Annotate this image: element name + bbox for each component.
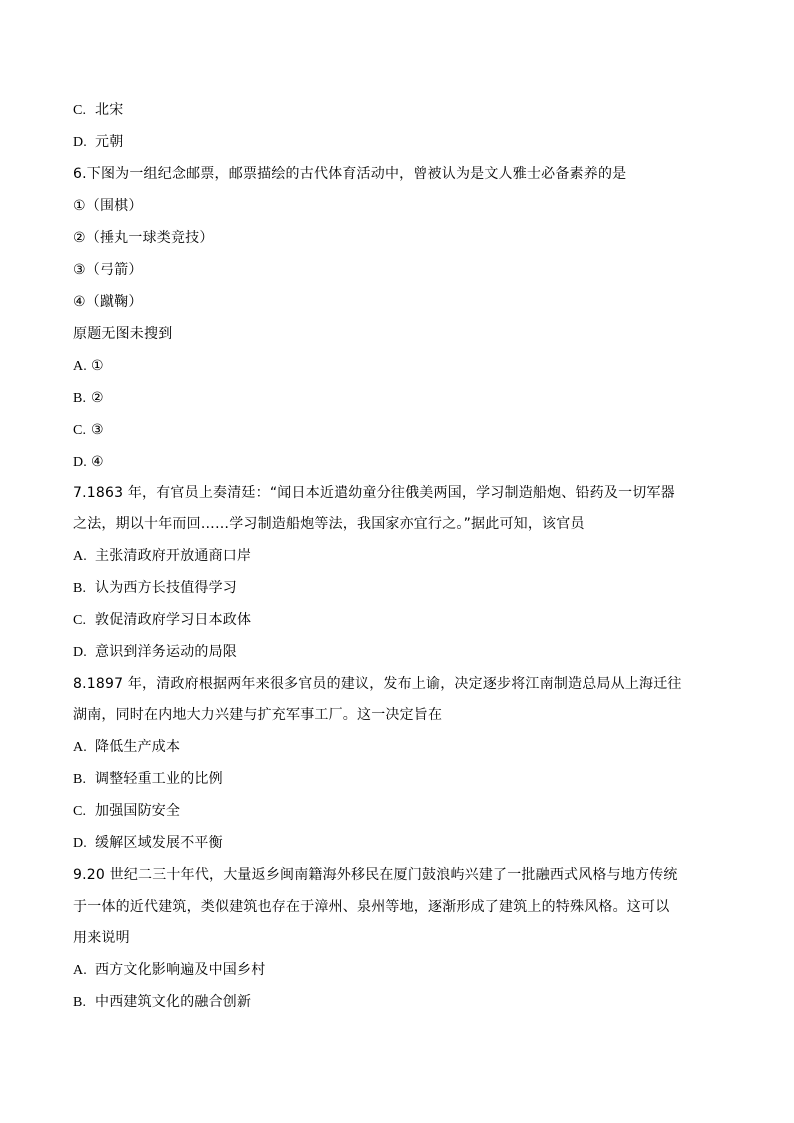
option-text: 西方文化影响遍及中国乡村 (95, 962, 266, 978)
q8-option-a (73, 737, 723, 758)
option-text: ④ (91, 454, 104, 470)
option-letter: A. (73, 963, 88, 978)
option-letter: C. (73, 804, 87, 819)
q8-stem-line-1: 8.1897 年，清政府根据两年来很多官员的建议，发布上谕，决定逐步将江南制造总局从上海迁往 (73, 676, 682, 692)
q6-option-a (73, 356, 723, 377)
option-text: 降低生产成本 (95, 739, 181, 755)
q6-item-1: ①（围棋） (73, 198, 143, 214)
option-letter: A. (73, 740, 88, 755)
q6-option-c (73, 420, 723, 441)
q8-stem-line-2: 湖南，同时在内地大力兴建与扩充军事工厂。这一决定旨在 (73, 707, 443, 723)
q7-stem-line-1: 7.1863 年，有官员上奏清廷：“闻日本近遣幼童分往俄美两国，学习制造船炮、铅药及一切军器 (73, 485, 675, 501)
option-letter: D. (73, 836, 88, 851)
option-text: ③ (91, 422, 104, 438)
option-text: 认为西方长技值得学习 (95, 580, 237, 596)
option-text: ② (91, 390, 104, 406)
option-letter: B. (73, 995, 87, 1010)
option-letter: B. (73, 391, 87, 406)
option-text: 调整轻重工业的比例 (95, 771, 223, 787)
option-text: 北宋 (95, 102, 124, 118)
option-text: 中西建筑文化的融合创新 (95, 994, 252, 1010)
option-letter: D. (73, 455, 88, 470)
option-text: 缓解区域发展不平衡 (95, 835, 223, 851)
q7-option-c (73, 610, 723, 631)
option-text: ① (91, 358, 104, 374)
q7-option-a (73, 546, 723, 567)
option-letter: C. (73, 103, 87, 118)
option-text: 敦促清政府学习日本政体 (95, 612, 252, 628)
q5-option-d (73, 132, 723, 153)
q7-option-b (73, 578, 723, 599)
option-text: 加强国防安全 (95, 803, 181, 819)
option-letter: D. (73, 645, 88, 660)
option-letter: A. (73, 549, 88, 564)
q6-item-4: ④（蹴鞠） (73, 294, 143, 310)
q6-note: 原题无图未搜到 (73, 326, 173, 342)
q8-option-d (73, 833, 723, 854)
q7-option-d (73, 642, 723, 663)
option-text: 意识到洋务运动的局限 (95, 644, 237, 660)
q6-option-d (73, 452, 723, 473)
option-letter: B. (73, 772, 87, 787)
q9-stem-line-2: 于一体的近代建筑，类似建筑也存在于漳州、泉州等地，逐渐形成了建筑上的特殊风格。这可以 (73, 899, 670, 915)
option-letter: C. (73, 423, 87, 438)
q6-option-b (73, 388, 723, 409)
option-letter: B. (73, 581, 87, 596)
q8-option-c (73, 801, 723, 822)
option-letter: C. (73, 613, 87, 628)
q5-option-c (73, 100, 723, 121)
q9-stem-line-3: 用来说明 (73, 930, 130, 946)
option-text: 主张清政府开放通商口岸 (95, 548, 252, 564)
q9-stem-line-1: 9.20 世纪二三十年代，大量返乡闽南籍海外移民在厦门鼓浪屿兴建了一批融西式风格与地方传统 (73, 867, 678, 883)
q9-option-a (73, 960, 723, 981)
option-letter: A. (73, 359, 88, 374)
q6-stem: 6.下图为一组纪念邮票，邮票描绘的古代体育活动中，曾被认为是文人雅士必备素养的是 (73, 166, 627, 182)
option-text: 元朝 (95, 134, 124, 150)
q8-option-b (73, 769, 723, 790)
q6-item-3: ③（弓箭） (73, 262, 143, 278)
option-letter: D. (73, 135, 88, 150)
q7-stem-line-2: 之法，期以十年而回……学习制造船炮等法，我国家亦宜行之。”据此可知，该官员 (73, 516, 585, 532)
q9-option-b (73, 992, 723, 1013)
q6-item-2: ②（捶丸一球类竞技） (73, 230, 214, 246)
